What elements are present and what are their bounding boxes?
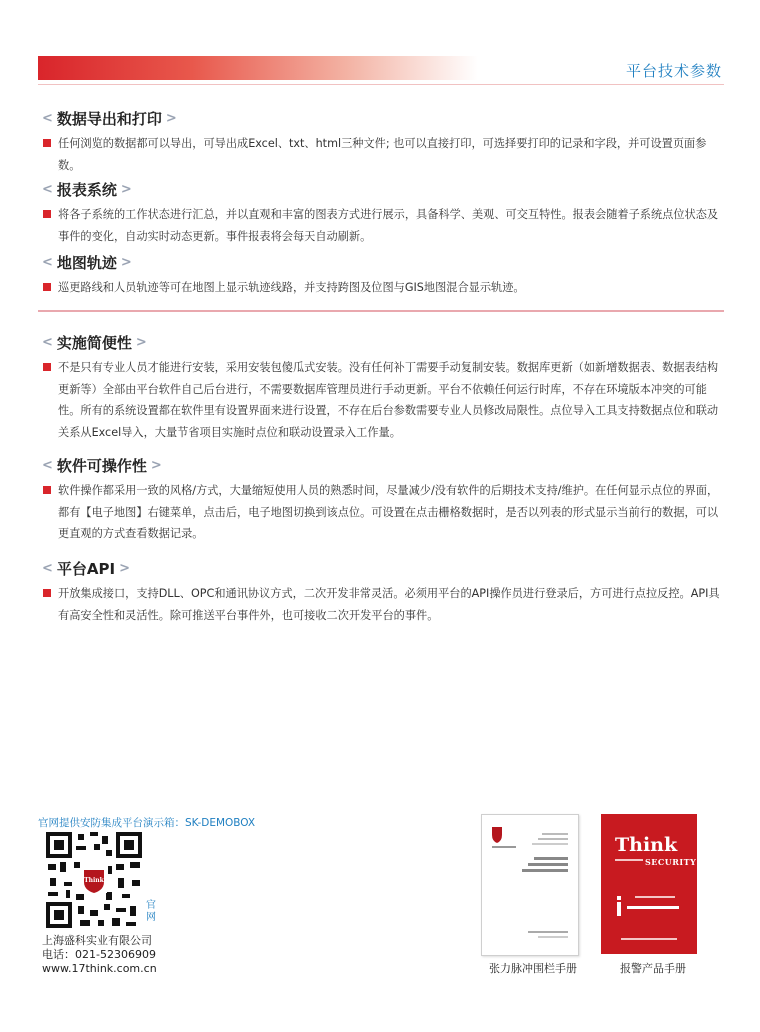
book1-caption: 张力脉冲围栏手册 — [489, 962, 577, 975]
chevron-right-icon: > — [120, 254, 132, 270]
section-title: 平台API — [56, 559, 116, 578]
chevron-right-icon: > — [120, 181, 132, 197]
section-text: 开放集成接口，支持DLL、OPC和通讯协议方式，二次开发非常灵活。必须用平台的API操作员进行登录后，方可进行点拉反控。API具有高安全性和灵活性。除可推送平台事件外，也可接收二次开发平台的事件。 — [58, 587, 720, 622]
alarm-manual-cover-image — [601, 814, 697, 954]
section-title: 数据导出和打印 — [56, 109, 162, 128]
bullet-square-icon — [43, 139, 51, 147]
section-text: 软件操作都采用一致的风格/方式，大量缩短使用人员的熟悉时间，尽量减少/没有软件的后期技术支持/维护。在任何显示点位的界面，都有【电子地图】右键菜单，点击后，电子地图切换到该点位。可设置在点击栅格数据时，是否以列表的形式显示当前行的数据，可以更直观的方式查看数据记录。 — [58, 484, 719, 540]
bullet-square-icon — [43, 589, 51, 597]
header-gradient-band — [38, 56, 478, 80]
section-title: 实施简便性 — [56, 333, 132, 352]
demo-box-promo: 官网提供安防集成平台演示箱：SK-DEMOBOX — [38, 817, 256, 829]
bullet-square-icon — [43, 363, 51, 371]
book2-decoration-icon — [601, 814, 697, 954]
section-title: 报表系统 — [56, 180, 117, 199]
section-platform-api — [38, 557, 728, 626]
chevron-right-icon: > — [150, 457, 162, 473]
bullet-square-icon — [43, 486, 51, 494]
book1-cover-icon — [482, 815, 578, 955]
svg-text:Think: Think — [84, 877, 104, 884]
section-report-system — [38, 178, 728, 247]
book2-security: SECURITY — [645, 857, 697, 867]
section-map-track — [38, 251, 728, 299]
qr-side-label: 官网 — [146, 900, 156, 923]
book2-brand: Think — [615, 834, 678, 856]
page-title: 平台技术参数 — [625, 62, 722, 80]
chevron-right-icon: > — [165, 110, 177, 126]
company-name: 上海盛科实业有限公司 — [42, 934, 152, 947]
chevron-left-icon: < — [42, 560, 53, 576]
website-url: www.17think.com.cn — [42, 962, 157, 975]
section-text: 不是只有专业人员才能进行安装，采用安装包傻瓜式安装。没有任何补丁需要手动复制安装。数据库更新（如新增数据表、数据表结构更新等）全部由平台软件自己后台进行，不需要数据库管理员进行手动更新。平台不依赖任何运行时库，不存在环境版本冲突的可能性。所有的系统设置都在软件里有设置界面来进行设置，不存在后台参数需要专业人员修改局限性。点位导入工具支持数据点位和联动关系从Excel导入，大量节省项目实施时点位和联动设置录入工作量。 — [58, 361, 719, 439]
fence-manual-cover-image — [481, 814, 579, 956]
section-text: 任何浏览的数据都可以导出，可导出成Excel、txt、html三种文件; 也可以直接打印，可选择要打印的记录和字段，并可设置页面参数。 — [58, 137, 707, 172]
bullet-square-icon — [43, 210, 51, 218]
section-divider — [38, 310, 724, 312]
chevron-right-icon: > — [119, 560, 130, 576]
book2-caption: 报警产品手册 — [620, 962, 686, 975]
header-divider — [38, 84, 724, 85]
section-title: 软件可操作性 — [56, 456, 147, 475]
section-operability — [38, 454, 728, 545]
phone-number: 电话：021-52306909 — [42, 948, 156, 961]
chevron-left-icon: < — [42, 457, 53, 473]
chevron-left-icon: < — [42, 254, 53, 270]
section-ease-of-implementation — [38, 331, 728, 443]
chevron-right-icon: > — [135, 334, 147, 350]
section-title: 地图轨迹 — [56, 253, 117, 272]
section-data-export — [38, 107, 728, 176]
bullet-square-icon — [43, 283, 51, 291]
chevron-left-icon: < — [42, 334, 53, 350]
section-text: 巡更路线和人员轨迹等可在地图上显示轨迹线路，并支持跨图及位图与GIS地图混合显示轨迹。 — [58, 281, 525, 294]
chevron-left-icon: < — [42, 181, 53, 197]
chevron-left-icon: < — [42, 110, 53, 126]
qr-code-icon — [46, 832, 142, 928]
section-text: 将各子系统的工作状态进行汇总，并以直观和丰富的图表方式进行展示，具备科学、美观、可交互特性。报表会随着子系统点位状态及事件的变化，自动实时动态更新。事件报表将会每天自动刷新。 — [58, 208, 719, 243]
contact-block — [42, 934, 157, 976]
